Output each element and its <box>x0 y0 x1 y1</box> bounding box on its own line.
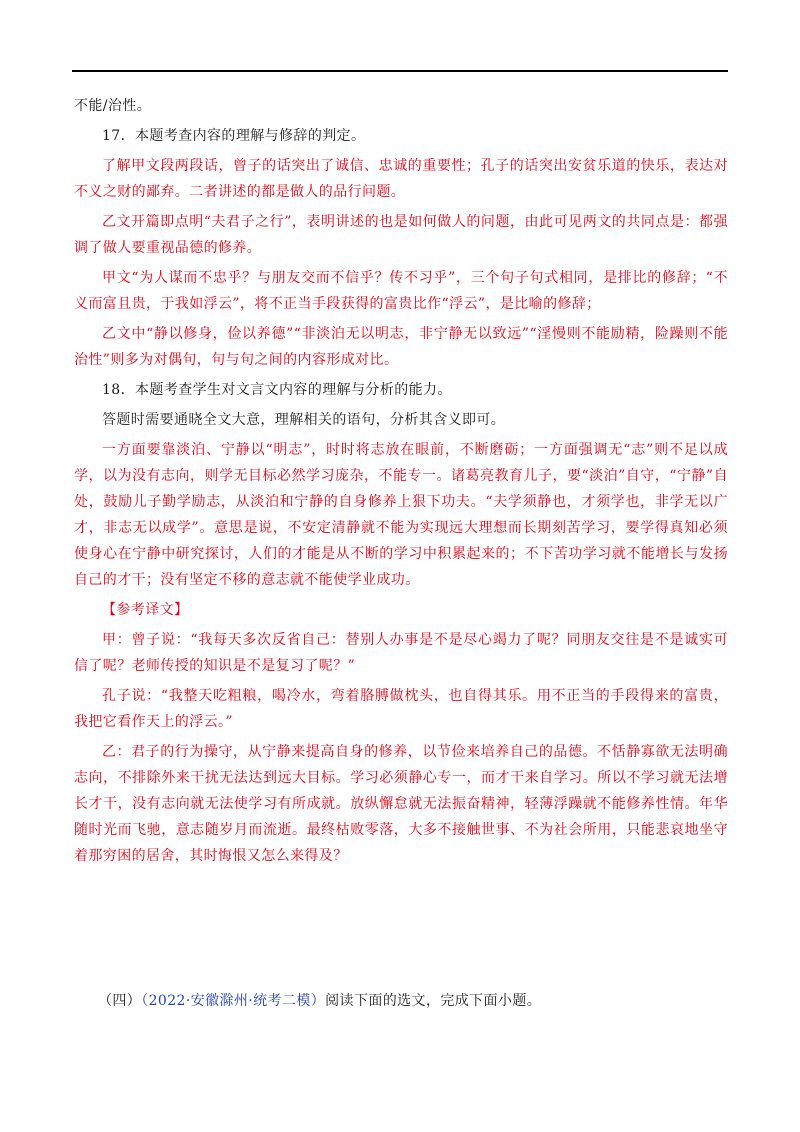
paragraph-q17-rhetoric-a: 甲文“为人谋而不忠乎？与朋友交而不信乎？传不习乎”，三个句子句式相同，是排比的修辞；“不义而富且贵，于我如浮云”，将不正当手段获得的富贵比作“浮云”，是比喻的修辞； <box>74 270 728 312</box>
question-four-intro <box>98 988 728 1014</box>
paragraph-q17-text-a: 了解甲文段两段话，曾子的话突出了诚信、忠诚的重要性；孔子的话突出安贫乐道的快乐，表达对不义之财的鄙弃。二者讲述的都是做人的品行问题。 <box>74 158 728 200</box>
answer-content <box>74 93 728 873</box>
paragraph-q17-heading: 17．本题考查内容的理解与修辞的判定。 <box>102 128 366 144</box>
paragraph-q18-analysis: 一方面要靠淡泊、宁静以“明志”，时时将志放在眼前，不断磨砺；一方面强调无“志”则不足以成学，以为没有志向，则学无目标必然学习庞杂，不能专一。诸葛亮教育儿子，要“淡泊”自守，“宁静”自处，鼓励儿子勤学励志，从淡泊和宁静的自身修养上狠下功夫。“夫学须静也，才须学也，非学无以广才，非志无以成学”。意思是说，不安定清静就不能为实现远大理想而长期刻苦学习，要学得真知必须使身心在宁静中研究探讨，人们的才能是从不断的学习中积累起来的；不下苦功学习就不能增长与发扬自己的才干；没有坚定不移的意志就不能使学业成功。 <box>74 442 728 588</box>
paragraph-q17-rhetoric-b: 乙文中“静以修身，俭以养德”“非淡泊无以明志，非宁静无以致远”“淫慢则不能励精，险躁则不能治性”则多为对偶句，句与句之间的内容形成对比。 <box>74 326 728 368</box>
translation-jia-zengzi: 甲：曾子说：“我每天多次反省自己：替别人办事是不是尽心竭力了呢？同朋友交往是不是诚实可信了呢？老师传授的知识是不是复习了呢？” <box>74 632 728 674</box>
translation-yi: 乙：君子的行为操守，从宁静来提高自身的修养，以节俭来培养自己的品德。不恬静寡欲无法明确志向，不排除外来干扰无法达到远大目标。学习必须静心专一，而才干来自学习。所以不学习就无法增长才干，没有志向就无法使学习有所成就。放纵懈怠就无法振奋精神，轻薄浮躁就不能修养性情。年华随时光而飞驰，意志随岁月而流逝。最终枯败零落，大多不接触世事、不为社会所用，只能悲哀地坐守着那穷困的居舍，其时悔恨又怎么来得及？ <box>74 744 728 864</box>
paragraph-q18-heading: 18．本题考查学生对文言文内容的理解与分析的能力。 <box>102 382 452 398</box>
question-instruction: 阅读下面的选文，完成下面小题。 <box>325 993 542 1009</box>
translation-jia-kongzi: 孔子说：“我整天吃粗粮，喝冷水，弯着胳膊做枕头，也自得其乐。用不正当的手段得来的富贵，我把它看作天上的浮云。” <box>74 688 728 730</box>
paragraph-q18-method: 答题时需要通晓全文大意，理解相关的语句，分析其含义即可。 <box>102 412 506 428</box>
translation-heading: 【参考译文】 <box>102 602 189 618</box>
paragraph-q17-text-b: 乙文开篇即点明“夫君子之行”，表明讲述的也是如何做人的问题，由此可见两文的共同点是：都强调了做人要重视品德的修养。 <box>74 214 728 256</box>
question-number: （四） <box>98 993 142 1009</box>
header-rule <box>72 70 728 72</box>
paragraph-continuation: 不能/治性。 <box>74 98 152 114</box>
question-source-link[interactable]: （2022·安徽滁州·统考二模） <box>141 993 326 1009</box>
